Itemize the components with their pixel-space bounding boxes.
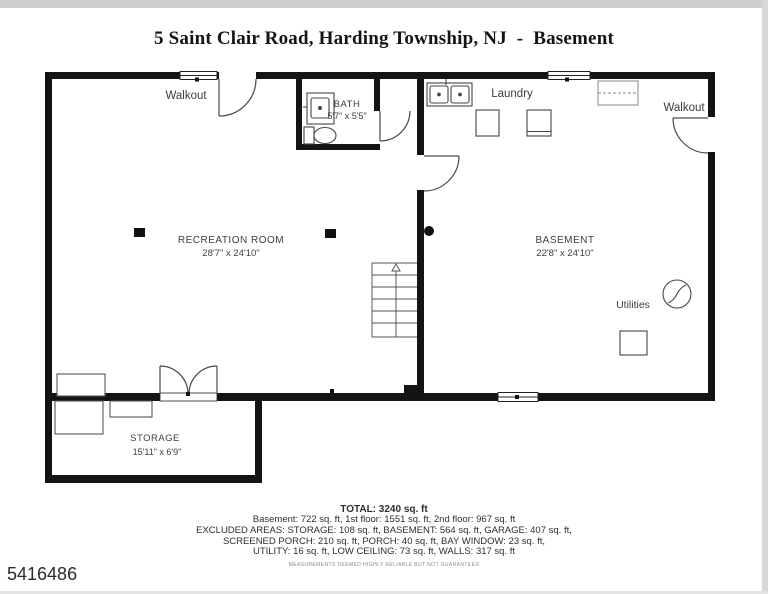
- stairs-up-arrow: [392, 264, 400, 271]
- label-utilities: Utilities: [616, 299, 650, 311]
- dryer-icon: [527, 110, 551, 136]
- utilities-meter-icon: [663, 280, 691, 308]
- support-post: [325, 229, 336, 238]
- label-laundry: Laundry: [491, 88, 533, 100]
- laundry-sink-icon: [427, 79, 472, 106]
- watermark-id: 5416486: [7, 564, 78, 584]
- label-basement: BASEMENT: [535, 235, 595, 246]
- area-summary: [0, 504, 768, 568]
- label-storage: STORAGE: [130, 433, 180, 444]
- label-bath: BATH: [333, 99, 361, 110]
- label-bath-dims: 5'7" x 5'5": [327, 111, 367, 121]
- summary-disclaimer: MEASUREMENTS DEEMED HIGHLY RELIABLE BUT NOT GUARANTEED: [288, 562, 480, 569]
- summary-excluded-3: UTILITY: 16 sq. ft, LOW CEILING: 73 sq. ft, WALLS: 317 sq. ft: [252, 546, 516, 558]
- support-post: [134, 228, 145, 237]
- label-basement-dims: 22'8" x 24'10": [536, 248, 594, 259]
- door-arc: [673, 118, 708, 153]
- door-arc: [380, 111, 410, 141]
- double-door-arc: [189, 366, 217, 394]
- label-recreation-dims: 28'7" x 24'10": [202, 248, 260, 259]
- label-recreation-room: RECREATION ROOM: [177, 235, 285, 246]
- support-column: [424, 226, 434, 236]
- page-title: 5 Saint Clair Road, Harding Township, NJ - Basement: [153, 28, 614, 49]
- summary-total: TOTAL: 3240 sq. ft: [340, 504, 428, 515]
- summary-floors: Basement: 722 sq. ft, 1st floor: 1551 sq. ft, 2nd floor: 967 sq. ft: [252, 514, 516, 525]
- label-walkout-right: Walkout: [663, 102, 705, 114]
- summary-excluded-1: EXCLUDED AREAS: STORAGE: 108 sq. ft, BASEMENT: 564 sq. ft, GARAGE: 407 sq. ft,: [196, 524, 572, 536]
- utility-box-icon: [620, 331, 647, 355]
- staircase: [372, 263, 417, 337]
- toilet-icon: [304, 127, 336, 144]
- storage-shelves: [55, 374, 152, 434]
- double-door-arc: [160, 366, 188, 394]
- summary-excluded-2: SCREENED PORCH: 210 sq. ft, PORCH: 40 sq. ft, BAY WINDOW: 23 sq. ft,: [222, 535, 546, 547]
- door-arc: [219, 79, 256, 116]
- door-arc: [424, 156, 459, 191]
- label-storage-dims: 15'11" x 6'9": [132, 447, 182, 457]
- label-walkout-left: Walkout: [165, 90, 207, 102]
- overhead-feature: [598, 81, 638, 105]
- washer-icon: [476, 110, 499, 136]
